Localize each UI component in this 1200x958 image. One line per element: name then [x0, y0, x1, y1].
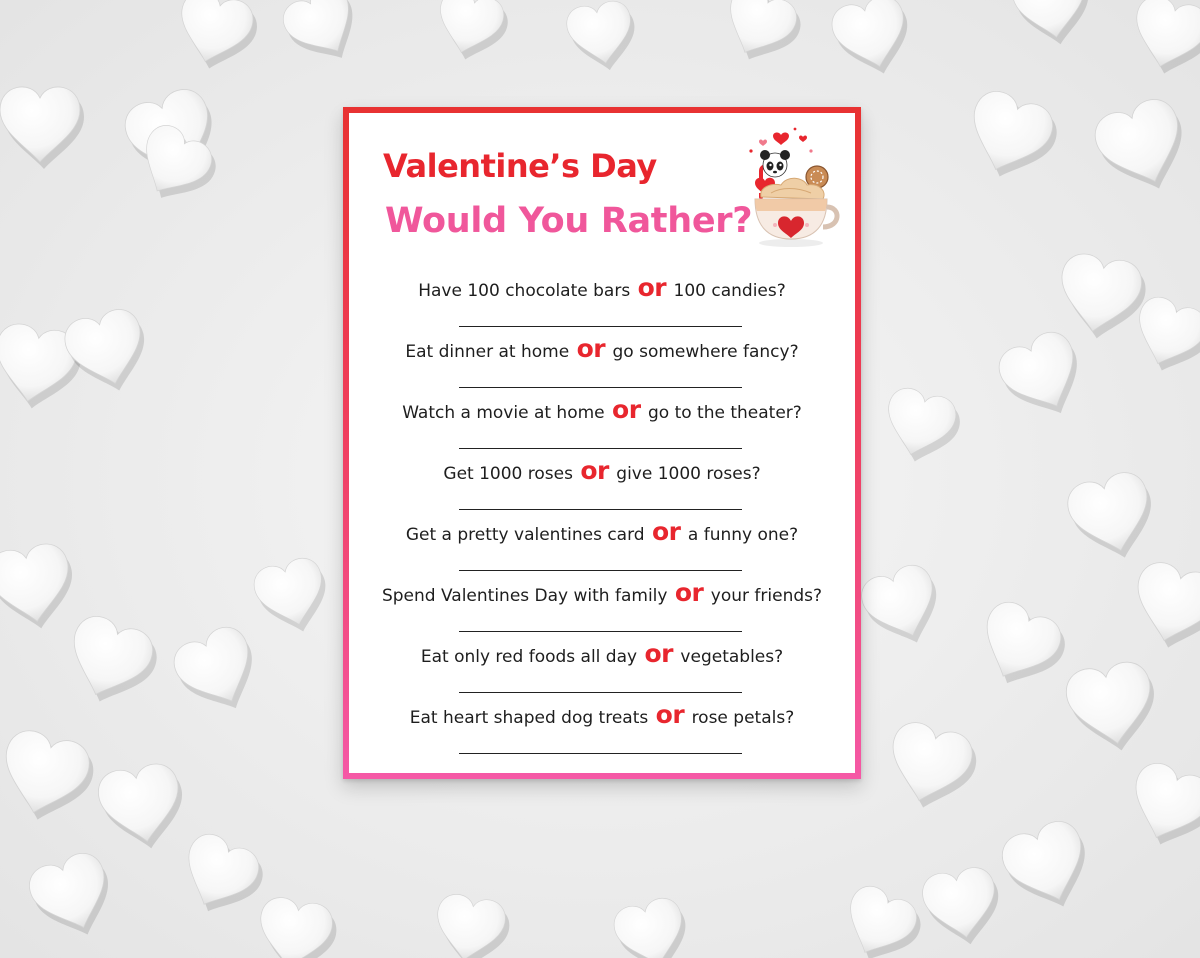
- or-word: or: [651, 517, 681, 546]
- worksheet-card: [343, 107, 861, 779]
- question-item: [349, 396, 855, 457]
- answer-line: [459, 631, 742, 632]
- question-text: [349, 701, 855, 732]
- question-option-a: Get 1000 roses: [443, 464, 573, 484]
- question-text: [349, 640, 855, 671]
- question-option-a: Get a pretty valentines card: [405, 525, 645, 545]
- question-text: [349, 274, 855, 305]
- question-item: [349, 579, 855, 640]
- question-list: [349, 274, 855, 762]
- question-option-b: go to the theater?: [647, 403, 802, 423]
- worksheet-page: [349, 113, 855, 773]
- answer-line: [459, 509, 742, 510]
- or-word: or: [576, 334, 606, 363]
- question-option-b: give 1000 roses?: [616, 464, 761, 484]
- question-item: [349, 457, 855, 518]
- question-item: [349, 701, 855, 762]
- question-option-a: Eat only red foods all day: [420, 647, 638, 667]
- or-word: or: [674, 578, 704, 607]
- question-option-a: Eat dinner at home: [405, 342, 570, 362]
- question-option-b: go somewhere fancy?: [612, 342, 799, 362]
- answer-line: [459, 326, 742, 327]
- question-item: [349, 274, 855, 335]
- or-word: or: [580, 456, 609, 485]
- question-option-b: a funny one?: [687, 525, 799, 545]
- question-option-b: rose petals?: [691, 708, 795, 728]
- question-text: [349, 396, 855, 427]
- or-word: or: [637, 273, 667, 302]
- answer-line: [459, 753, 742, 754]
- question-option-b: 100 candies?: [673, 281, 786, 301]
- question-option-b: vegetables?: [680, 647, 784, 667]
- worksheet-subtitle: Would You Rather?: [385, 201, 753, 241]
- answer-line: [459, 448, 742, 449]
- or-word: or: [644, 639, 674, 668]
- question-option-a: Watch a movie at home: [402, 403, 605, 423]
- question-item: [349, 640, 855, 701]
- panda-in-mug-icon: [741, 121, 845, 253]
- question-text: [349, 457, 855, 488]
- question-option-b: your friends?: [710, 586, 823, 606]
- or-word: or: [612, 395, 641, 424]
- question-option-a: Spend Valentines Day with family: [381, 586, 668, 606]
- or-word: or: [655, 700, 685, 729]
- question-item: [349, 335, 855, 396]
- question-text: [349, 518, 855, 549]
- question-option-a: Have 100 chocolate bars: [418, 281, 631, 301]
- answer-line: [459, 387, 742, 388]
- question-text: [349, 335, 855, 366]
- answer-line: [459, 692, 742, 693]
- question-text: [349, 579, 855, 610]
- worksheet-title: Valentine’s Day: [383, 147, 657, 185]
- question-option-a: Eat heart shaped dog treats: [409, 708, 649, 728]
- question-item: [349, 518, 855, 579]
- answer-line: [459, 570, 742, 571]
